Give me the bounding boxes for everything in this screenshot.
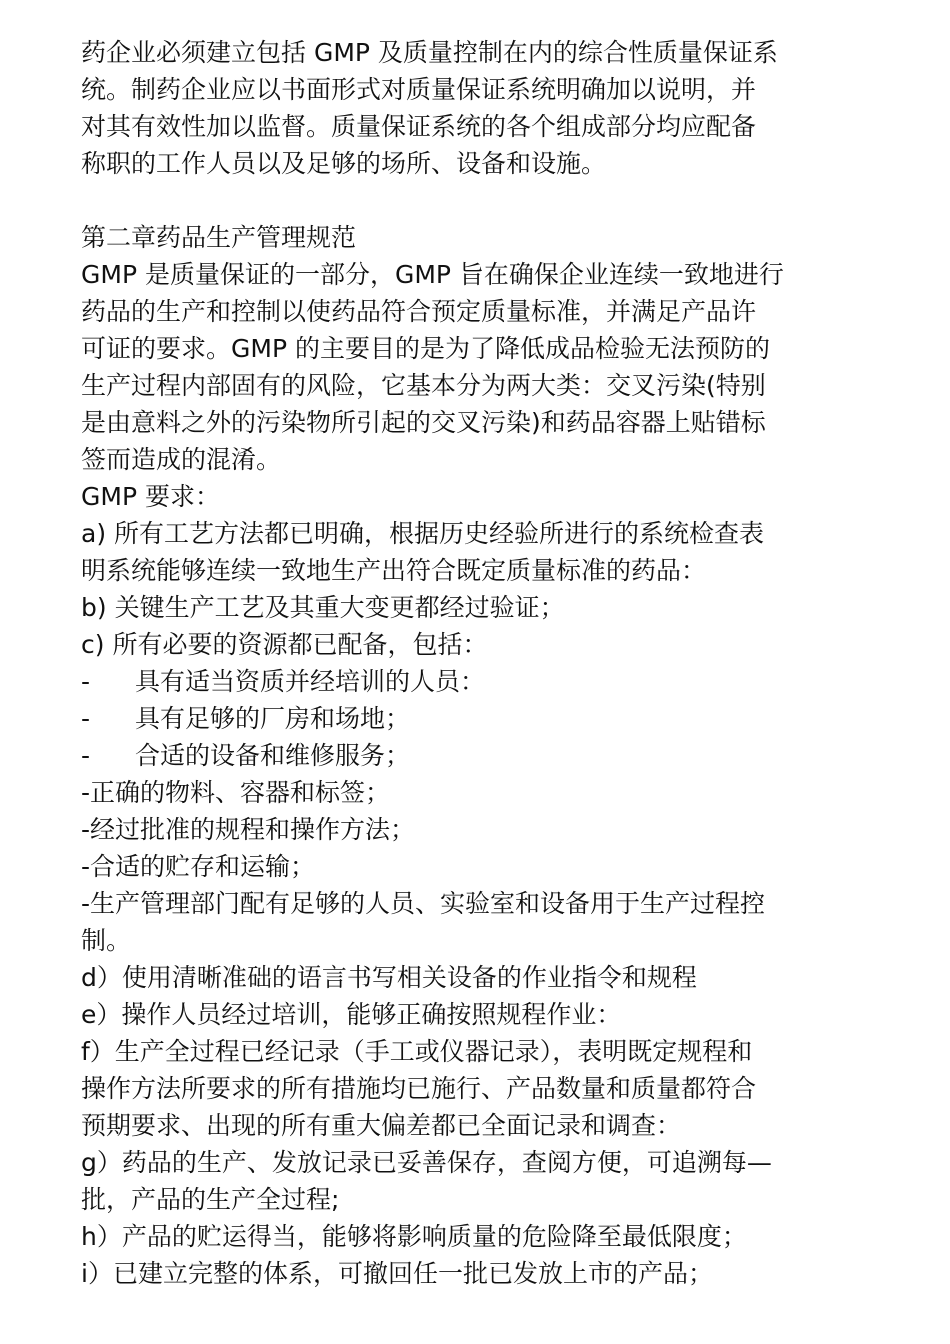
text-line: f）生产全过程已经记录（手工或仪器记录），表明既定规程和 <box>81 1037 753 1066</box>
resource-list <box>81 663 873 959</box>
text-line: 签而造成的混淆。 <box>81 445 282 474</box>
text-line: 批，产品的生产全过程; <box>81 1185 340 1214</box>
gmp-paragraph <box>81 256 873 478</box>
requirement-item-g <box>81 1144 873 1218</box>
text-line: 可证的要求。GMP 的主要目的是为了降低成品检验无法预防的 <box>81 334 770 363</box>
document-page <box>81 34 873 1292</box>
requirement-item-a <box>81 515 873 589</box>
requirement-item-i: i）已建立完整的体系，可撤回任一批已发放上市的产品； <box>81 1259 713 1288</box>
text-line: g）药品的生产、发放记录已妥善保存，查阅方便，可追溯每— <box>81 1148 772 1177</box>
text-line: 操作方法所要求的所有措施均已施行、产品数量和质量都符合 <box>81 1074 757 1103</box>
text-line: 生产过程内部固有的风险，它基本分为两大类：交叉污染(特别 <box>81 371 766 400</box>
text-line: a) 所有工艺方法都已明确，根据历史经验所进行的系统检查表 <box>81 519 765 548</box>
requirement-item-h: h）产品的贮运得当，能够将影响质量的危险降至最低限度； <box>81 1222 747 1251</box>
requirement-item-e: e）操作人员经过培训，能够正确按照规程作业： <box>81 1000 622 1029</box>
text-line: 称职的工作人员以及足够的场所、设备和设施。 <box>81 149 607 178</box>
dash-marker: - <box>81 741 91 770</box>
list-item-text: 合适的设备和维修服务； <box>135 741 411 770</box>
chapter-title: 第二章药品生产管理规范 <box>81 223 357 252</box>
requirement-item-c: c) 所有必要的资源都已配备，包括： <box>81 630 488 659</box>
dash-marker: - <box>81 704 91 733</box>
list-item: -生产管理部门配有足够的人员、实验室和设备用于生产过程控 <box>81 889 766 918</box>
requirement-item-f <box>81 1033 873 1144</box>
list-item-text: 具有足够的厂房和场地； <box>135 704 411 733</box>
list-item-continuation: 制。 <box>81 926 132 955</box>
text-line: 明系统能够连续一致地生产出符合既定质量标准的药品： <box>81 556 707 585</box>
dash-marker: - <box>81 667 91 696</box>
text-line: GMP 是质量保证的一部分，GMP 旨在确保企业连续一致地进行 <box>81 260 784 289</box>
text-line: 药品的生产和控制以使药品符合预定质量标准，并满足产品许 <box>81 297 757 326</box>
list-item <box>81 700 873 737</box>
list-item: -经过批准的规程和操作方法； <box>81 815 416 844</box>
text-line: 统。制药企业应以书面形式对质量保证系统明确加以说明，并 <box>81 75 757 104</box>
list-item <box>81 663 873 700</box>
text-line: 是由意料之外的污染物所引起的交叉污染)和药品容器上贴错标 <box>81 408 766 437</box>
text-line: 对其有效性加以监督。质量保证系统的各个组成部分均应配备 <box>81 112 757 141</box>
intro-paragraph <box>81 34 873 182</box>
list-item-text: 具有适当资质并经培训的人员： <box>135 667 486 696</box>
list-item: -正确的物料、容器和标签； <box>81 778 391 807</box>
text-line: 药企业必须建立包括 GMP 及质量控制在内的综合性质量保证系 <box>81 38 778 67</box>
requirements-heading: GMP 要求： <box>81 482 220 511</box>
blank-line <box>81 182 873 219</box>
list-item: -合适的贮存和运输； <box>81 852 316 881</box>
list-item <box>81 737 873 774</box>
requirement-item-b: b) 关键生产工艺及其重大变更都经过验证； <box>81 593 565 622</box>
text-line: 预期要求、出现的所有重大偏差都已全面记录和调查： <box>81 1111 682 1140</box>
requirement-item-d: d）使用清晰准础的语言书写相关设备的作业指令和规程 <box>81 963 697 992</box>
